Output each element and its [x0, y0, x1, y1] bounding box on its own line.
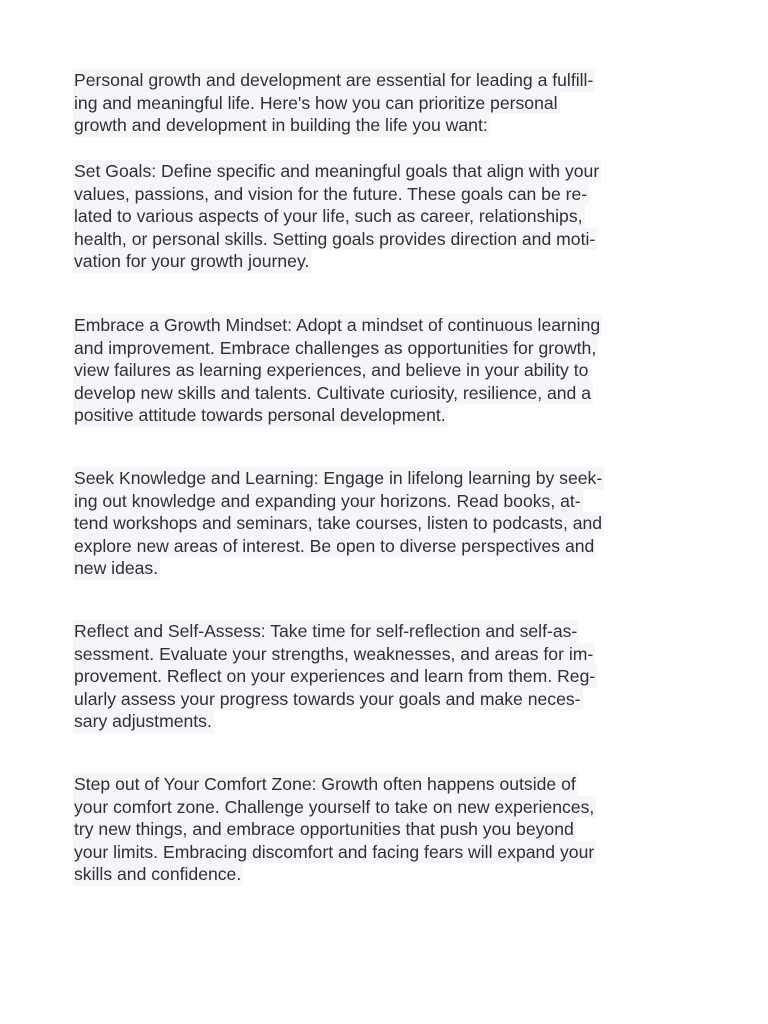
intro-paragraph	[73, 69, 595, 137]
text-line: positive attitude towards personal development.	[74, 405, 446, 426]
text-line: Set Goals: Define specific and meaningful goals that align with your	[74, 161, 600, 181]
text-line: health, or personal skills. Setting goals provides direction and moti-	[74, 228, 596, 249]
text-line: and improvement. Embrace challenges as opportunities for growth,	[74, 337, 597, 358]
comfort-zone-paragraph	[73, 773, 596, 886]
text-line: view failures as learning experiences, and believe in your ability to	[74, 360, 589, 381]
knowledge-learning-paragraph	[73, 467, 604, 580]
text-line: new ideas.	[74, 558, 159, 579]
text-line: explore new areas of interest. Be open to diverse perspectives and	[74, 535, 595, 556]
text-line: Embrace a Growth Mindset: Adopt a mindset of continuous learning	[74, 315, 601, 335]
text-line: Step out of Your Comfort Zone: Growth often happens outside of	[74, 774, 576, 794]
text-line: ularly assess your progress towards your goals and make neces-	[74, 688, 581, 709]
text-line: vation for your growth journey.	[74, 251, 310, 272]
reflect-assess-paragraph	[73, 620, 597, 733]
text-line: ing out knowledge and expanding your horizons. Read books, at-	[74, 490, 581, 511]
text-line: your comfort zone. Challenge yourself to take on new experiences,	[74, 796, 595, 817]
growth-mindset-paragraph	[73, 314, 602, 427]
text-line: try new things, and embrace opportunities that push you beyond	[74, 819, 574, 840]
text-line: lated to various aspects of your life, such as career, relationships,	[74, 206, 583, 227]
text-line: provement. Reflect on your experiences and learn from them. Reg-	[74, 666, 596, 687]
text-line: skills and confidence.	[74, 864, 242, 885]
text-line: ing and meaningful life. Here's how you can prioritize personal	[74, 92, 558, 113]
text-line: sessment. Evaluate your strengths, weaknesses, and areas for im-	[74, 643, 594, 664]
text-line: values, passions, and vision for the future. These goals can be re-	[74, 183, 588, 204]
text-line: Seek Knowledge and Learning: Engage in lifelong learning by seek-	[74, 468, 603, 488]
text-line: sary adjustments.	[74, 711, 212, 732]
text-line: growth and development in building the life you want:	[74, 115, 488, 136]
text-line: develop new skills and talents. Cultivate curiosity, resilience, and a	[74, 382, 591, 403]
set-goals-paragraph	[73, 160, 601, 273]
text-line: your limits. Embracing discomfort and facing fears will expand your	[74, 841, 595, 862]
text-line: Personal growth and development are essential for leading a fulfill-	[74, 70, 594, 90]
text-line: Reflect and Self-Assess: Take time for self-reflection and self-as-	[74, 621, 578, 641]
text-line: tend workshops and seminars, take courses, listen to podcasts, and	[74, 513, 603, 534]
